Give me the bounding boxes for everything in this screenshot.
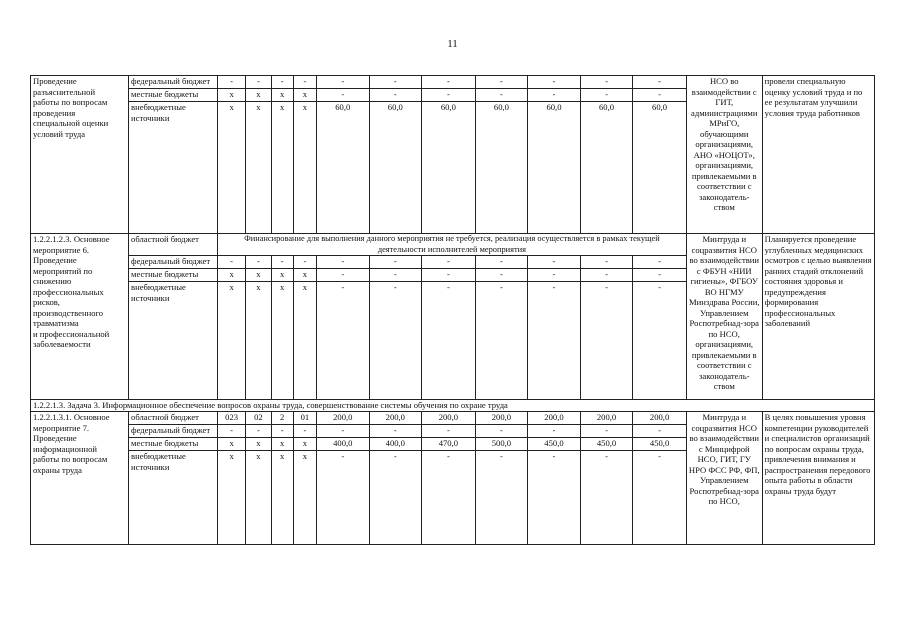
year-value: 200,0 [422, 412, 476, 425]
task-row [31, 400, 875, 412]
year-value: - [580, 425, 633, 438]
year-value: 200,0 [633, 412, 687, 425]
funding-source: федеральный бюджет [129, 76, 218, 89]
budget-code: х [246, 89, 271, 102]
budget-code: х [293, 102, 316, 234]
year-value: - [422, 256, 476, 269]
measure-name-line: разъяснительной [33, 86, 96, 97]
year-value: - [317, 256, 370, 269]
year-value: - [528, 269, 581, 282]
program-table [30, 75, 875, 545]
year-value: 200,0 [317, 412, 370, 425]
measure-name-cell [31, 76, 129, 234]
budget-code: - [293, 425, 316, 438]
measure-name-line: производственного [33, 307, 104, 318]
year-value: - [528, 451, 581, 545]
budget-code: х [246, 282, 271, 400]
funding-source: федеральный бюджет [129, 256, 218, 269]
measure-name-line: Проведение [33, 255, 77, 265]
budget-code: х [293, 282, 316, 400]
measure-name-line: рисков, [33, 297, 60, 307]
financing-note: Финансирование для выполнения данного мероприятия не требуется, реализация осуществляется в рамках текущей деятельности исполнителей мероприятия [217, 234, 686, 256]
budget-code: х [246, 102, 271, 234]
year-value: - [369, 269, 422, 282]
budget-code: - [271, 256, 293, 269]
budget-code: 01 [293, 412, 316, 425]
year-value: - [633, 425, 687, 438]
year-value: 60,0 [580, 102, 633, 234]
year-value: 200,0 [528, 412, 581, 425]
measure-name-line: травматизма [33, 318, 79, 328]
year-value: - [317, 269, 370, 282]
year-value: - [369, 451, 422, 545]
year-value: - [475, 451, 528, 545]
year-value: - [422, 451, 476, 545]
year-value: - [633, 282, 687, 400]
year-value: 450,0 [633, 438, 687, 451]
measure-name-line: Проведение [33, 76, 77, 86]
expected-result: провели специальную оценку условий труда и по ее результатам улучшили условия труда работников [762, 76, 874, 234]
budget-code: х [293, 89, 316, 102]
year-value: - [475, 282, 528, 400]
expected-result: Планируется проведение углубленных медицинских осмотров с целью выявления ранних стадий отклонений состояния здоровья и предупреждения формирования профессиональных заболеваний [762, 234, 874, 400]
budget-code: х [217, 451, 245, 545]
year-value: - [475, 76, 528, 89]
budget-code: - [217, 425, 245, 438]
funding-source: местные бюджеты [129, 438, 218, 451]
budget-code: - [246, 256, 271, 269]
budget-code: 2 [271, 412, 293, 425]
measure-name-line: профессиональных [33, 286, 104, 297]
year-value: - [528, 425, 581, 438]
year-value: - [580, 451, 633, 545]
year-value: - [317, 282, 370, 400]
year-value: 400,0 [317, 438, 370, 451]
executors: Минтруда и соцразвития НСО во взаимодействии с ФБУН «НИИ гигиены», ФГБОУ ВО НГМУ Минздрава России, Управлением Роспотребнад-зора по НСО, организациями, привлекаемыми в соответствии с законодатель-ством [686, 234, 762, 400]
budget-code: х [246, 269, 271, 282]
executors: НСО во взаимодействии с ГИТ, администрациями МРиГО, обучающими организациями, АНО «НОЦОТ», организациями, привлекаемыми в соответствии с законодатель-ством [686, 76, 762, 234]
budget-code: - [217, 256, 245, 269]
year-value: - [475, 89, 528, 102]
measure-name-line: специальной оценки [33, 118, 109, 128]
task-title: 1.2.2.1.3. Задача 3. Информационное обеспечение вопросов охраны труда, совершенствование системы обучения по охране труда [31, 400, 875, 412]
funding-source: местные бюджеты [129, 89, 218, 102]
year-value: - [317, 425, 370, 438]
budget-code: - [246, 76, 271, 89]
year-value: - [580, 269, 633, 282]
year-value: - [369, 256, 422, 269]
measure-name-line: информационной [33, 443, 98, 454]
year-value: - [475, 425, 528, 438]
measure-name-line: условий труда [33, 128, 86, 139]
measure-name-line: 1.2.2.1.2.3. Основное [33, 234, 110, 244]
year-value: - [422, 89, 476, 102]
year-value: 200,0 [369, 412, 422, 425]
budget-code: - [246, 425, 271, 438]
measure-name-line: заболеваемости [33, 339, 91, 349]
year-value: 60,0 [475, 102, 528, 234]
year-value: - [580, 256, 633, 269]
budget-code: - [293, 76, 316, 89]
measure-name-line: проведения [33, 107, 76, 118]
budget-code: х [271, 438, 293, 451]
year-value: - [369, 282, 422, 400]
table-row [31, 76, 875, 89]
budget-code: - [217, 76, 245, 89]
budget-code: х [217, 269, 245, 282]
year-value: - [580, 282, 633, 400]
measure-name-line: мероприятие 6. [33, 244, 90, 255]
year-value: - [633, 269, 687, 282]
budget-code: х [271, 451, 293, 545]
year-value: - [475, 256, 528, 269]
year-value: 450,0 [528, 438, 581, 451]
table-row [31, 412, 875, 425]
executors: Минтруда и соцразвития НСО во взаимодействии с Минцифрой НСО, ГИТ, ГУ НРО ФСС РФ, ФП, Управлением Роспотребнад-зора по НСО, [686, 412, 762, 545]
year-value: 200,0 [580, 412, 633, 425]
measure-name-line: охраны труда [33, 464, 82, 475]
year-value: - [580, 76, 633, 89]
budget-code: х [271, 269, 293, 282]
expected-result: В целях повышения уровня компетенции руководителей и специалистов организаций по вопросам охраны труда, привлечения внимания и распространения передового опыта работы в области охраны труда будут [762, 412, 874, 545]
budget-code: х [217, 282, 245, 400]
year-value: - [369, 425, 422, 438]
budget-code: х [271, 89, 293, 102]
year-value: 500,0 [475, 438, 528, 451]
budget-code: х [246, 451, 271, 545]
year-value: 60,0 [528, 102, 581, 234]
funding-source: внебюджетные источники [129, 451, 218, 545]
year-value: - [528, 89, 581, 102]
budget-code: х [271, 282, 293, 400]
funding-source: местные бюджеты [129, 269, 218, 282]
year-value: 60,0 [369, 102, 422, 234]
budget-code: х [293, 451, 316, 545]
year-value: - [528, 256, 581, 269]
budget-code: - [271, 76, 293, 89]
funding-source: внебюджетные источники [129, 282, 218, 400]
year-value: 470,0 [422, 438, 476, 451]
measure-name-line: 1.2.2.1.3.1. Основное [33, 412, 110, 422]
measure-name-cell [31, 412, 129, 545]
year-value: - [475, 269, 528, 282]
budget-code: х [293, 269, 316, 282]
year-value: 60,0 [422, 102, 476, 234]
budget-code: 023 [217, 412, 245, 425]
year-value: - [317, 76, 370, 89]
budget-code: х [217, 102, 245, 234]
year-value: - [422, 76, 476, 89]
budget-code: - [271, 425, 293, 438]
measure-name-line: и профессиональной [33, 328, 110, 339]
funding-source: федеральный бюджет [129, 425, 218, 438]
year-value: 400,0 [369, 438, 422, 451]
year-value: - [422, 282, 476, 400]
funding-source: областной бюджет [129, 234, 218, 256]
budget-code: х [217, 438, 245, 451]
measure-name-line: мероприятий по [33, 265, 93, 276]
year-value: 200,0 [475, 412, 528, 425]
funding-source: внебюджетные источники [129, 102, 218, 234]
year-value: - [633, 76, 687, 89]
measure-name-line: работы по вопросам [33, 454, 108, 464]
table-row [31, 234, 875, 256]
year-value: - [369, 89, 422, 102]
measure-name-line: мероприятие 7. [33, 422, 90, 433]
year-value: 60,0 [317, 102, 370, 234]
budget-code: х [293, 438, 316, 451]
year-value: - [633, 256, 687, 269]
budget-code: 02 [246, 412, 271, 425]
funding-source: областной бюджет [129, 412, 218, 425]
year-value: - [422, 269, 476, 282]
year-value: - [580, 89, 633, 102]
year-value: - [633, 89, 687, 102]
measure-name-line: работы по вопросам [33, 97, 108, 107]
year-value: - [369, 76, 422, 89]
measure-name-line: Проведение [33, 433, 77, 443]
year-value: 450,0 [580, 438, 633, 451]
measure-name-line: снижению [33, 276, 72, 286]
year-value: - [422, 425, 476, 438]
year-value: - [317, 89, 370, 102]
budget-code: х [271, 102, 293, 234]
year-value: - [528, 282, 581, 400]
year-value: 60,0 [633, 102, 687, 234]
budget-code: х [217, 89, 245, 102]
budget-code: - [293, 256, 316, 269]
year-value: - [317, 451, 370, 545]
budget-code: х [246, 438, 271, 451]
page-number: 11 [447, 38, 458, 50]
measure-name-cell [31, 234, 129, 400]
year-value: - [528, 76, 581, 89]
year-value: - [633, 451, 687, 545]
